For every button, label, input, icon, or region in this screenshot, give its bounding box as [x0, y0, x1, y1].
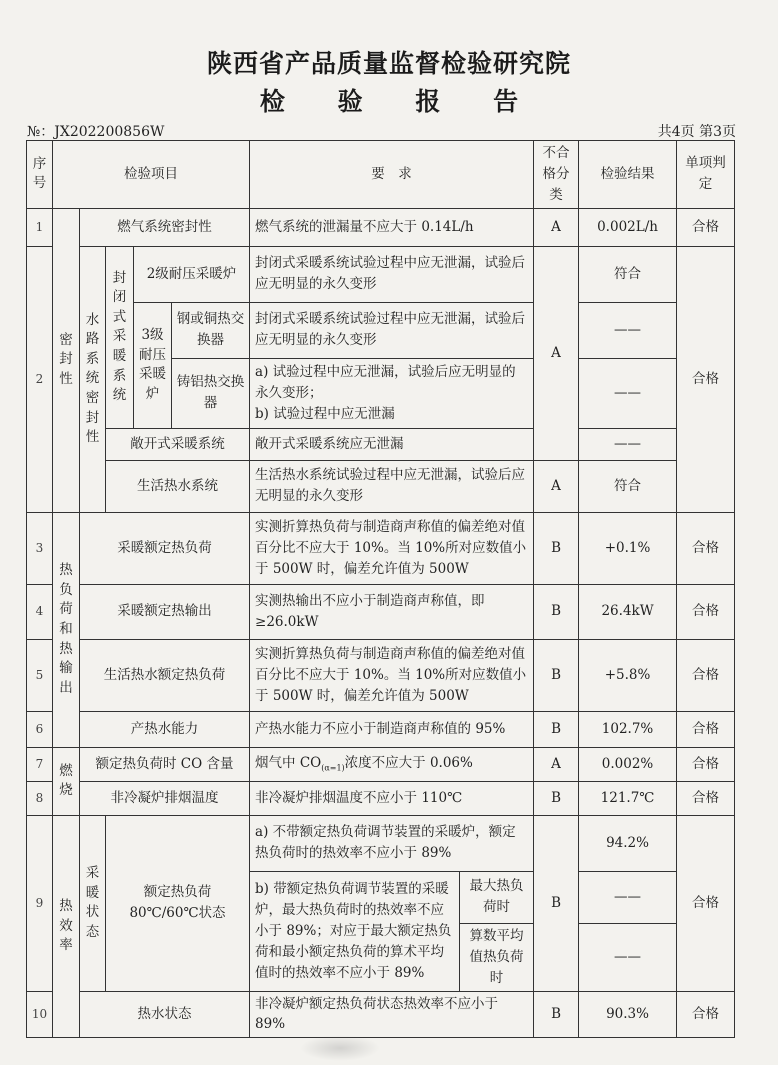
requirement-line: a) 试验过程中应无泄漏，试验后应无明显的永久变形； [255, 363, 516, 401]
header-judgement: 单项判定 [677, 141, 735, 209]
header-seq: 序号 [27, 141, 53, 209]
report-title-char: 验 [337, 87, 363, 116]
table-row [27, 246, 735, 302]
table-row [27, 428, 735, 460]
result: —— [579, 358, 677, 428]
judgement: 合格 [677, 815, 735, 991]
group-grade3: 3级耐压采暖炉 [134, 302, 172, 428]
judgement: 合格 [677, 246, 735, 512]
table-row [27, 584, 735, 639]
item-name: 额定热负荷时 CO 含量 [80, 747, 250, 781]
row-seq: 4 [27, 584, 53, 639]
requirement: 生活热水系统试验过程中应无泄漏，试验后应无明显的永久变形 [250, 460, 534, 512]
requirement-text: 烟气中 CO [255, 755, 322, 772]
table-row [27, 747, 735, 781]
table-row [27, 781, 735, 815]
table-row [27, 639, 735, 711]
judgement: 合格 [677, 208, 735, 246]
requirement [250, 358, 534, 428]
scan-smudge [300, 1035, 380, 1061]
item-name: 生活热水系统 [106, 460, 250, 512]
header-class: 不合格分 类 [534, 141, 579, 209]
judgement: 合格 [677, 711, 735, 747]
table-row [27, 512, 735, 584]
result: 102.7% [579, 711, 677, 747]
requirement: 封闭式采暖系统试验过程中应无泄漏，试验后应无明显的永久变形 [250, 246, 534, 302]
class: B [534, 512, 579, 584]
class: B [534, 991, 579, 1038]
class: A [534, 246, 579, 460]
result: +5.8% [579, 639, 677, 711]
report-title-char: 报 [415, 87, 441, 116]
group-water-circuit: 水路系统密封性 [80, 246, 106, 512]
header-item: 检验项目 [53, 141, 250, 209]
item-name: 非冷凝炉排烟温度 [80, 781, 250, 815]
requirement [250, 747, 534, 781]
result: —— [579, 871, 677, 923]
header-result: 检验结果 [579, 141, 677, 209]
row-seq: 2 [27, 246, 53, 512]
report-number: №：JX202200856W [27, 124, 165, 140]
item-name: 采暖额定热输出 [80, 584, 250, 639]
requirement: 非冷凝炉额定热负荷状态热效率不应小于 89% [250, 991, 534, 1038]
group-heat-load: 热负荷和热输出 [53, 512, 80, 747]
table-row [27, 991, 735, 1038]
result: 0.002% [579, 747, 677, 781]
requirement: 敞开式采暖系统应无泄漏 [250, 428, 534, 460]
item-name: 额定热负荷 80℃/60℃状态 [106, 815, 250, 991]
group-flue: 燃烧 [53, 747, 80, 815]
sub-condition: 算数平均值热负荷时 [460, 923, 534, 991]
item-name: 产热水能力 [80, 711, 250, 747]
result: +0.1% [579, 512, 677, 584]
class: A [534, 208, 579, 246]
class: B [534, 584, 579, 639]
result: —— [579, 428, 677, 460]
requirement: 实测热输出不应小于制造商声称值，即≥26.0kW [250, 584, 534, 639]
group-sealing: 密封性 [53, 208, 80, 512]
result: —— [579, 923, 677, 991]
report-title [0, 82, 778, 118]
result: 121.7℃ [579, 781, 677, 815]
inspection-table [26, 140, 735, 1038]
report-title-char: 告 [493, 87, 519, 116]
table-row [27, 208, 735, 246]
result: 94.2% [579, 815, 677, 871]
item-name: 2级耐压采暖炉 [134, 246, 250, 302]
class: B [534, 639, 579, 711]
class: B [534, 781, 579, 815]
requirement-line: b) 试验过程中应无泄漏 [255, 405, 395, 422]
result: 符合 [579, 460, 677, 512]
class: B [534, 815, 579, 991]
item-name: 钢或铜热交换器 [172, 302, 250, 358]
item-name: 敞开式采暖系统 [106, 428, 250, 460]
requirement-text: 浓度不应大于 0.06% [344, 755, 473, 772]
result: —— [579, 302, 677, 358]
group-efficiency: 热效率 [53, 815, 80, 1038]
row-seq: 7 [27, 747, 53, 781]
table-row [27, 460, 735, 512]
requirement: 非冷凝炉排烟温度不应小于 110℃ [250, 781, 534, 815]
result: 0.002L/h [579, 208, 677, 246]
requirement: 燃气系统的泄漏量不应大于 0.14L/h [250, 208, 534, 246]
result: 符合 [579, 246, 677, 302]
row-seq: 5 [27, 639, 53, 711]
requirement: a) 不带额定热负荷调节装置的采暖炉，额定热负荷时的热效率不应小于 89% [250, 815, 534, 871]
row-seq: 3 [27, 512, 53, 584]
institute-title: 陕西省产品质量监督检验研究院 [206, 49, 571, 78]
result: 90.3% [579, 991, 677, 1038]
sub-condition: 最大热负荷时 [460, 871, 534, 923]
requirement: 产热水能力不应小于制造商声称值的 95% [250, 711, 534, 747]
class: B [534, 711, 579, 747]
judgement: 合格 [677, 639, 735, 711]
item-name: 铸铝热交换器 [172, 358, 250, 428]
judgement: 合格 [677, 584, 735, 639]
table-row [27, 815, 735, 871]
requirement-subscript: (α=1) [321, 763, 345, 773]
item-name: 生活热水额定热负荷 [80, 639, 250, 711]
item-name: 采暖额定热负荷 [80, 512, 250, 584]
requirement: 封闭式采暖系统试验过程中应无泄漏，试验后应无明显的永久变形 [250, 302, 534, 358]
judgement: 合格 [677, 991, 735, 1038]
class: A [534, 460, 579, 512]
report-title-char: 检 [259, 87, 285, 116]
item-name: 热水状态 [80, 991, 250, 1038]
requirement: 实测折算热负荷与制造商声称值的偏差绝对值百分比不应大于 10%。当 10%所对应数值小于 500W 时，偏差允许值为 500W [250, 639, 534, 711]
group-heating-state: 采暖状态 [80, 815, 106, 991]
row-seq: 1 [27, 208, 53, 246]
requirement: 实测折算热负荷与制造商声称值的偏差绝对值百分比不应大于 10%。当 10%所对应数值小于 500W 时，偏差允许值为 500W [250, 512, 534, 584]
table-row [27, 302, 735, 358]
judgement: 合格 [677, 781, 735, 815]
result: 26.4kW [579, 584, 677, 639]
class: A [534, 747, 579, 781]
header-requirement: 要 求 [250, 141, 534, 209]
requirement: b) 带额定热负荷调节装置的采暖炉，最大热负荷时的热效率不应小于 89%；对应于最大额定热负荷和最小额定热负荷的算术平均值时的热效率不应小于 89% [250, 871, 460, 991]
page-info: 共4页 第3页 [657, 124, 736, 140]
row-seq: 10 [27, 991, 53, 1038]
row-seq: 8 [27, 781, 53, 815]
table-row [27, 711, 735, 747]
table-header-row [27, 141, 735, 209]
judgement: 合格 [677, 747, 735, 781]
item-name: 燃气系统密封性 [80, 208, 250, 246]
judgement: 合格 [677, 512, 735, 584]
row-seq: 9 [27, 815, 53, 991]
row-seq: 6 [27, 711, 53, 747]
group-closed-heating: 封闭式采暖系统 [106, 246, 134, 428]
